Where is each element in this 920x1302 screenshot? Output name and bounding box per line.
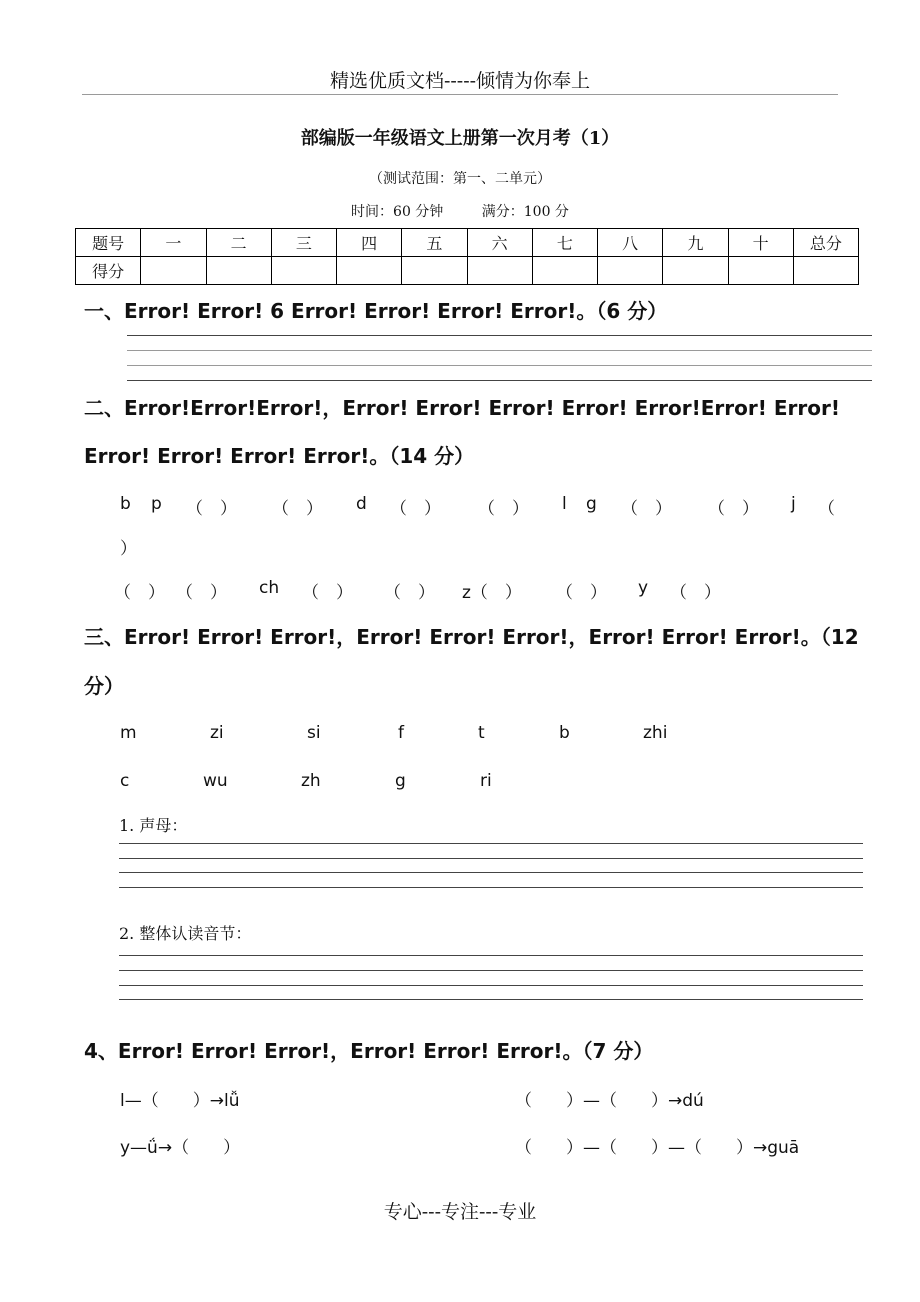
score-cell: 二	[206, 229, 271, 257]
score-input-cell[interactable]	[271, 257, 336, 285]
score-input-cell[interactable]	[598, 257, 663, 285]
pinyin-item: g	[395, 771, 406, 791]
score-input-cell[interactable]	[141, 257, 206, 285]
question-1-prefix: 一、	[84, 299, 124, 323]
score-row-label: 得分	[76, 257, 141, 285]
answer-line[interactable]	[127, 350, 872, 351]
blank-slot[interactable]: （ ）	[670, 583, 721, 603]
pinyin-item: j	[791, 494, 796, 514]
pinyin-item: y	[638, 578, 649, 598]
score-input-cell[interactable]	[663, 257, 728, 285]
blank-slot[interactable]: （ ）	[621, 499, 672, 519]
score-input-cell[interactable]	[467, 257, 532, 285]
page-header: 精选优质文档-----倾情为你奉上	[329, 70, 591, 92]
pinyin-item: l	[562, 494, 567, 514]
answer-line[interactable]	[119, 887, 863, 888]
exam-meta	[0, 201, 920, 221]
blank-slot[interactable]: （ ）	[556, 583, 607, 603]
blank-slot[interactable]: （ ）	[708, 499, 759, 519]
score-cell: 九	[663, 229, 728, 257]
pinyin-item: wu	[203, 771, 228, 791]
header-rule	[82, 94, 838, 95]
answer-line[interactable]	[119, 955, 863, 956]
score-input-cell[interactable]	[532, 257, 597, 285]
score-input-cell[interactable]	[728, 257, 793, 285]
answer-line[interactable]	[127, 335, 872, 336]
score-cell: 七	[532, 229, 597, 257]
exam-title: 部编版一年级语文上册第一次月考（1）	[300, 128, 620, 149]
question-3-line-2: 分）	[84, 674, 124, 698]
pinyin-item: d	[356, 494, 367, 514]
blank-slot[interactable]: （ ）	[478, 499, 529, 519]
pinyin-item: p	[151, 494, 162, 514]
pinyin-item: c	[120, 771, 130, 791]
score-cell: 一	[141, 229, 206, 257]
score-cell: 五	[402, 229, 467, 257]
pinyin-item: si	[307, 723, 321, 743]
question-2-line-1: 二、Error!Error!Error!，Error! Error! Error! Error! Error!Error! Error!	[84, 396, 840, 420]
sub-question-initials: 1. 声母：	[119, 816, 188, 835]
blank-slot[interactable]: （ ）	[186, 499, 237, 519]
pinyin-item: b	[559, 723, 570, 743]
score-cell: 三	[271, 229, 336, 257]
blank-slot[interactable]: （ ）	[272, 499, 323, 519]
pinyin-item: zhi	[643, 723, 668, 743]
exam-full-score: 满分：100 分	[481, 204, 569, 220]
score-cell: 六	[467, 229, 532, 257]
score-cell: 题号	[76, 229, 141, 257]
spelling-item[interactable]: l—（ ）→lǚ	[120, 1091, 240, 1111]
spelling-item[interactable]: （ ）—（ ）→dú	[515, 1091, 704, 1111]
score-cell: 八	[598, 229, 663, 257]
blank-slot[interactable]: （ ）	[176, 583, 227, 603]
score-cell: 总分	[793, 229, 858, 257]
page-footer: 专心---专注---专业	[383, 1201, 537, 1223]
question-3-line-1: 三、Error! Error! Error!，Error! Error! Error!，Error! Error! Error!。（12	[84, 625, 859, 649]
blank-slot-close: ）	[120, 539, 137, 559]
score-input-cell[interactable]	[402, 257, 467, 285]
spelling-item[interactable]: （ ）—（ ）—（ ）→guā	[515, 1138, 800, 1158]
pinyin-item: zh	[301, 771, 321, 791]
score-input-cell[interactable]	[337, 257, 402, 285]
answer-line[interactable]	[127, 380, 872, 381]
pinyin-item: g	[586, 494, 597, 514]
score-cell: 四	[337, 229, 402, 257]
spelling-item[interactable]: y—ǘ→（ ）	[120, 1138, 241, 1158]
score-input-cell[interactable]	[206, 257, 271, 285]
answer-line[interactable]	[119, 999, 863, 1000]
blank-slot[interactable]: （ ）	[384, 583, 435, 603]
blank-slot[interactable]: （ ）	[302, 583, 353, 603]
blank-slot[interactable]: （	[818, 499, 835, 519]
exam-scope: （测试范围：第一、二单元）	[369, 171, 551, 187]
question-4: 4、Error! Error! Error!，Error! Error! Error!。（7 分）	[84, 1039, 654, 1063]
pinyin-item: ri	[480, 771, 492, 791]
question-2-line-2: Error! Error! Error! Error!。（14 分）	[84, 444, 475, 468]
question-1	[84, 295, 667, 324]
question-1-text: Error! Error! 6 Error! Error! Error! Error!。（6 分）	[124, 299, 668, 323]
sub-question-syllables: 2. 整体认读音节：	[119, 924, 252, 943]
answer-line[interactable]	[119, 970, 863, 971]
answer-line[interactable]	[119, 843, 863, 844]
score-table	[75, 228, 859, 285]
score-table-header-row	[76, 229, 859, 257]
blank-slot[interactable]: （ ）	[390, 499, 441, 519]
answer-line[interactable]	[119, 858, 863, 859]
pinyin-item: ch	[259, 578, 280, 598]
answer-line[interactable]	[127, 365, 872, 366]
score-table-score-row	[76, 257, 859, 285]
pinyin-item: m	[120, 723, 137, 743]
pinyin-item: t	[478, 723, 485, 743]
answer-line[interactable]	[119, 985, 863, 986]
answer-line[interactable]	[119, 872, 863, 873]
pinyin-item: f	[398, 723, 404, 743]
pinyin-item: zi	[210, 723, 224, 743]
exam-time: 时间：60 分钟	[351, 204, 444, 220]
pinyin-item: b	[120, 494, 131, 514]
blank-slot[interactable]: z（ ）	[462, 583, 522, 603]
blank-slot[interactable]: （ ）	[114, 583, 165, 603]
score-cell: 十	[728, 229, 793, 257]
score-input-cell[interactable]	[793, 257, 858, 285]
